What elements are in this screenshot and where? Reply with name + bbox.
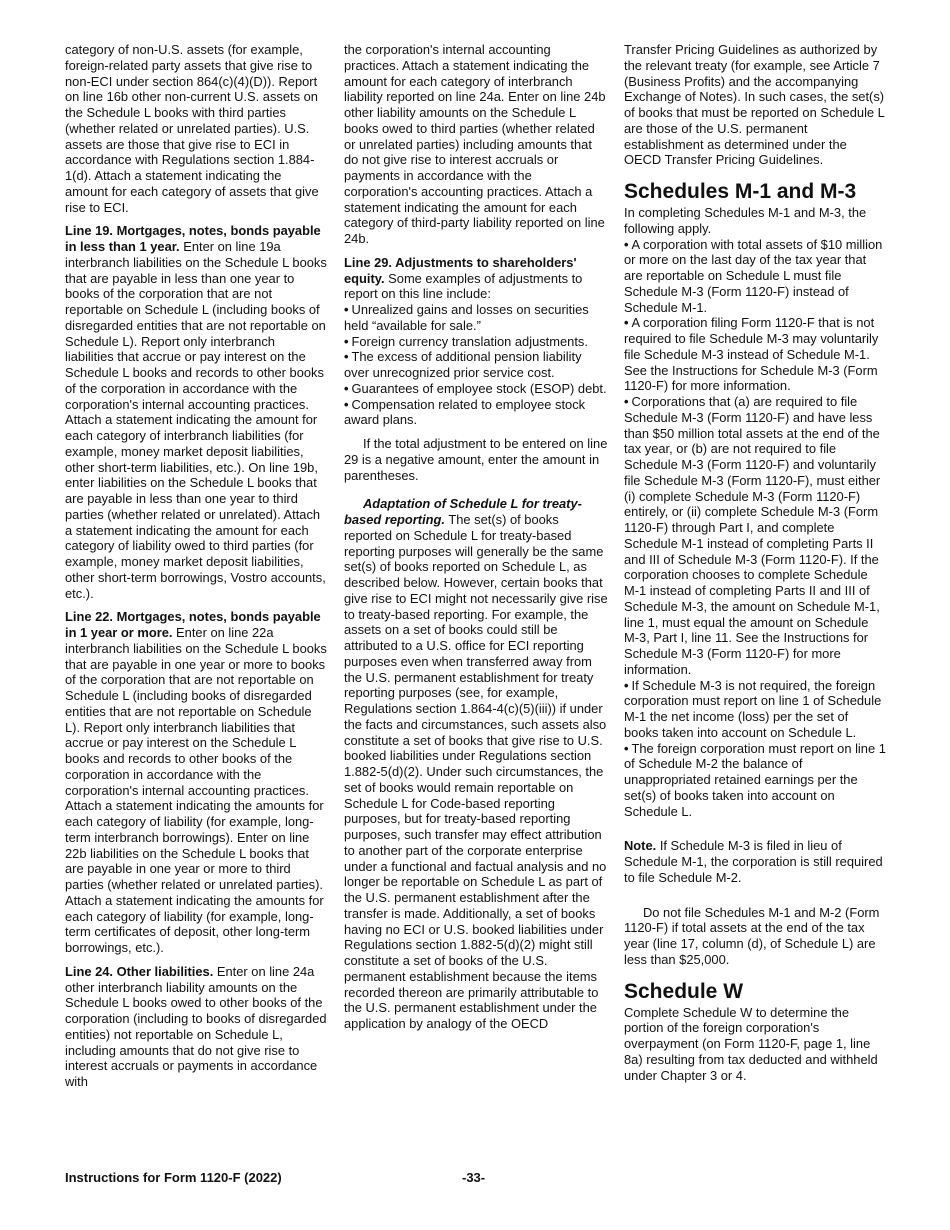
column-1 bbox=[65, 42, 327, 1090]
bullet-icon: • bbox=[624, 677, 629, 693]
adaptation-heading: Adaptation of Schedule L for treaty-based reporting. bbox=[344, 496, 582, 527]
bullet-icon: • bbox=[624, 740, 629, 756]
bullet-icon: • bbox=[344, 333, 349, 349]
line-22-heading: Line 22. Mortgages, notes, bonds payable in 1 year or more. bbox=[65, 609, 321, 640]
bullet-icon: • bbox=[344, 302, 349, 317]
adaptation-text: The set(s) of books reported on Schedule L for treaty-based reporting purposes will generally be the same set(s) of books reported on Schedule L, as described below. However, certain books that give rise to ECI might not necessarily give rise to treaty-based reporting. For example, the assets on a set of books could still be attributed to a U.S. office for ECI reporting purposes even when transferred away from the U.S. permanent establishment for treaty reporting purposes (see, for example, Regulations section 1.864-4(c)(5)(iii)) if under the facts and circumstances, such assets also constitute a set of books that give rise to U.S. booked liabilities under Regulations section 1.882-5(d)(2). Under such circumstances, the set of books would remain reportable on Schedule L for Code-based reporting purposes, but for treaty-based reporting purposes, such transfer may effect attribution to another part of the corporate enterprise under a functional and factual analysis and no longer be reportable on Schedule L as part of the U.S. permanent establishment after the transfer is made. Additionally, a set of books having no ECI or U.S. booked liabilities under Regulations section 1.882-5(d)(2) might still constitute a set of books of the U.S. permanent establishment because the items recorded thereon are primarily attributable to the U.S. permanent establishment under the application by analogy of the OECD bbox=[344, 512, 608, 1031]
bullet-item: • A corporation with total assets of $10 million or more on the last day of the tax year that are reportable on Schedule L must file Schedule M-3 (Form 1120-F) instead of Schedule M-1. bbox=[624, 236, 883, 315]
paragraph: Do not file Schedules M-1 and M-2 (Form 1120-F) if total assets at the end of the tax year (line 17, column (d), of Schedule L) are less than $25,000. bbox=[624, 904, 880, 967]
line-19-heading: Line 19. Mortgages, notes, bonds payable in less than 1 year. bbox=[65, 223, 321, 254]
line-24-text: Enter on line 24a other interbranch liability amounts on the Schedule L books owed to other books of the corporation (including to books of disregarded entities) not reportable on Schedule L, including amounts that do not give rise to interest accruals or payments in accordance with bbox=[65, 963, 327, 1089]
section-heading-schedule-w: Schedule W bbox=[624, 979, 744, 1003]
line-19-paragraph bbox=[65, 223, 327, 601]
paragraph: the corporation's internal accounting practices. Attach a statement indicating the amount for each category of interbranch liability reported on line 24a. Enter on line 24b other liability amounts on the Schedule L books owed to third parties (whether related or unrelated parties) including amounts that do not give rise to interest accruals or payments in accordance with the corporation's accounting practices. Attach a statement indicating the amount for each category of third-party liability reported on line 24b. bbox=[344, 42, 606, 246]
bullet-item: • Foreign currency translation adjustments. bbox=[344, 333, 588, 349]
note-text: If Schedule M-3 is filed in lieu of Schedule M-1, the corporation is still required to file Schedule M-2. bbox=[624, 838, 883, 885]
paragraph: Complete Schedule W to determine the portion of the foreign corporation's overpayment (on Form 1120-F, page 1, line 8a) resulting from tax deducted and withheld under Chapter 3 or 4. bbox=[624, 1004, 878, 1083]
adaptation-paragraph bbox=[344, 496, 608, 1032]
bullet-item: • A corporation filing Form 1120-F that is not required to file Schedule M-3 may voluntarily file Schedule M-3 instead of Schedule M-1. See the Instructions for Schedule M-3 (Form 1120-F) for more information. bbox=[624, 315, 879, 394]
bullet-icon: • bbox=[344, 349, 349, 365]
line-22-paragraph bbox=[65, 609, 327, 956]
line-19-text: Enter on line 19a interbranch liabilities on the Schedule L books that are payable in less than one year to books of the corporation that are not reportable on Schedule L (including books of disregarded entities that are not reportable on Schedule L). Report only interbranch liabilities that accrue or pay interest on the Schedule L books and records to other books of the corporation in accordance with the corporation's internal accounting practices. Attach a statement indicating the amount for each category of interbranch liabilities (for example, money market deposit liabilities, other short-term liabilities, etc.). On line 19b, enter liabilities on the Schedule L books that are payable in less than one year to third parties (whether related or unrelated). Attach a statement indicating the amount for each category of liability owed to third parties (for example, money market deposit liabilities, other short-term borrowings, Vostro accounts, etc.). bbox=[65, 239, 327, 601]
bullet-icon: • bbox=[624, 236, 629, 252]
bullet-item: • Unrealized gains and losses on securities held “available for sale.” bbox=[344, 302, 589, 333]
note-paragraph bbox=[624, 838, 886, 885]
column-3 bbox=[624, 42, 886, 1083]
line-22-text: Enter on line 22a interbranch liabilities on the Schedule L books that are payable in one year or more to books of the corporation that are not reportable on Schedule L (including books of disregarded entities that are not reportable on Schedule L). Report only interbranch liabilities that accrue or pay interest on the Schedule L books and records to other books of the corporation in accordance with the corporation's internal accounting practices. Attach a statement indicating the amounts for each category of liability (for example, long-term interbranch borrowings). Enter on line 22b liabilities on the Schedule L books that are payable in one year or more to third parties (whether related or unrelated parties). Attach a statement indicating the amounts for each category of liability (for example, long-term certificates of deposit, other long-term borrowings, etc.). bbox=[65, 625, 327, 955]
paragraph: category of non-U.S. assets (for example, foreign-related party assets that give rise to non-ECI under section 864(c)(4)(D)). Report on line 16b other non-current U.S. assets on the Schedule L books with third parties (whether related or unrelated parties). U.S. assets are those that give rise to ECI in accordance with Regulations section 1.884-1(d). Attach a statement indicating the amount for each category of assets that give rise to ECI. bbox=[65, 42, 319, 215]
paragraph: In completing Schedules M-1 and M-3, the following apply. bbox=[624, 205, 867, 236]
bullet-item: • The foreign corporation must report on line 1 of Schedule M-2 the balance of unappropriated retained earnings per the set(s) of books taken into account on Schedule L. bbox=[624, 740, 886, 819]
bullet-item: • Guarantees of employee stock (ESOP) debt. bbox=[344, 380, 607, 396]
line-29-text: Some examples of adjustments to report on this line include: bbox=[344, 270, 583, 302]
footer-form-title: Instructions for Form 1120-F (2022) bbox=[65, 1170, 282, 1185]
line-29-heading: Line 29. Adjustments to shareholders' equity. bbox=[344, 254, 577, 286]
line-24-heading: Line 24. Other liabilities. bbox=[65, 963, 214, 979]
line-24-paragraph bbox=[65, 964, 327, 1090]
paragraph: If the total adjustment to be entered on line 29 is a negative amount, enter the amount in parentheses. bbox=[344, 436, 608, 483]
page-number: -33- bbox=[462, 1170, 486, 1185]
bullet-icon: • bbox=[344, 380, 349, 396]
bullet-item: • Compensation related to employee stock award plans. bbox=[344, 396, 586, 428]
bullet-item: • The excess of additional pension liability over unrecognized prior service cost. bbox=[344, 349, 582, 380]
column-2 bbox=[344, 42, 608, 1032]
paragraph: Transfer Pricing Guidelines as authorized by the relevant treaty (for example, see Article 7 (Business Profits) and the accompanying Exchange of Notes). In such cases, the set(s) of books that must be reported on Schedule L are those of the U.S. permanent establishment as determined under the OECD Transfer Pricing Guidelines. bbox=[624, 42, 885, 168]
bullet-icon: • bbox=[344, 396, 349, 412]
bullet-item: • Corporations that (a) are required to file Schedule M-3 (Form 1120-F) and have less than $50 million total assets at the end of the tax year, or (b) are not required to file Schedule M-3 (Form 1120-F) and voluntarily file Schedule M-3 (Form 1120-F), must either (i) complete Schedule M-3 (Form 1120-F) entirely, or (ii) complete Schedule M-3 (Form 1120-F) through Part I, and complete Schedule M-1 instead of completing Parts II and III of Schedule M-3 (Form 1120-F). If the corporation chooses to complete Schedule M-1 instead of completing Parts II and III of Schedule M-3, the amount on Schedule M-1, line 1, must equal the amount on Schedule M-3, Part I, line 11. See the Instructions for Schedule M-3 (Form 1120-F) for more information. bbox=[624, 394, 881, 677]
bullet-icon: • bbox=[624, 315, 629, 331]
line-29-paragraph bbox=[344, 255, 608, 302]
bullet-item: • If Schedule M-3 is not required, the foreign corporation must report on line 1 of Schedule M-1 the net income (loss) per the set of books taken into account on Schedule L. bbox=[624, 677, 882, 740]
note-heading: Note. bbox=[624, 838, 657, 854]
section-heading-m1-m3: Schedules M-1 and M-3 bbox=[624, 180, 857, 203]
bullet-icon: • bbox=[624, 394, 629, 409]
